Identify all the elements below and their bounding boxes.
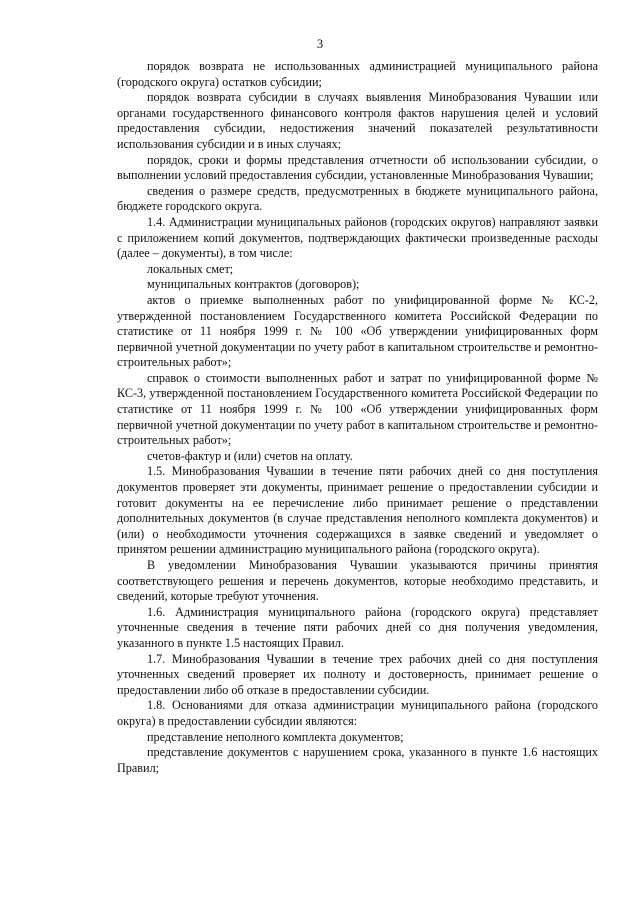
paragraph: локальных смет; [147, 261, 234, 276]
paragraph: порядок возврата субсидии в случаях выявления Минобразования Чувашии или органами государственного финансового контроля фактов нарушения целей и условий предоставления субсидии, недостижения значений показателей результативности использования субсидии и в иных случаях; [117, 90, 598, 151]
paragraph: 1.4. Администрации муниципальных районов (городских округов) направляют заявки с приложением копий документов, подтверждающих фактически произведенные расходы (далее – документы), в том числе: [117, 214, 598, 261]
paragraph: 1.7. Минобразования Чувашии в течение трех рабочих дней со дня поступления уточненных сведений проверяет их полноту и достоверность, принимает решение о предоставлении либо об отказе в предоставлении субсидии. [117, 651, 598, 697]
paragraph: справок о стоимости выполненных работ и затрат по унифицированной форме № КС-3, утвержденной постановлением Государственного комитета Российской Федерации по статистике от 11 ноября 1999 г. № 100 «Об утверждении унифицированных форм первичной учетной документации по учету работ в капитальном строительстве и ремонтно-строительных работ»; [117, 370, 598, 448]
paragraph: сведения о размере средств, предусмотренных в бюджете муниципального района, бюджете городского округа. [117, 183, 598, 214]
paragraph: актов о приемке выполненных работ по унифицированной форме № КС-2, утвержденной постановлением Государственного комитета Российской Федерации по статистике от 11 ноября 1999 г. № 100 «Об утверждении унифицированных форм первичной учетной документации по учету работ в капитальном строительстве и ремонтно-строительных работ»; [117, 292, 598, 370]
paragraph: 1.5. Минобразования Чувашии в течение пяти рабочих дней со дня поступления документов проверяет эти документы, принимает решение о предоставлении субсидии и готовит документы на ее перечисление либо принимает решение о представлении дополнительных документов (в случае представления неполного комплекта документов) и (или) о необходимости уточнения содержащихся в заявке сведений и уведомляет о принятом решении администрацию муниципального района (городского округа). [117, 464, 598, 557]
paragraph: счетов-фактур и (или) счетов на оплату. [147, 448, 353, 463]
document-body [117, 59, 598, 776]
paragraph: порядок возврата не использованных администрацией муниципального района (городского округа) остатков субсидии; [117, 59, 598, 89]
page-number: 3 [316, 37, 324, 51]
paragraph: представление документов с нарушением срока, указанного в пункте 1.6 настоящих Правил; [117, 745, 598, 775]
paragraph: В уведомлении Минобразования Чувашии указываются причины принятия соответствующего решения и перечень документов, которые необходимо представить, и сведений, которые требуют уточнения. [117, 558, 598, 604]
paragraph: 1.8. Основаниями для отказа администрации муниципального района (городского округа) в предоставлении субсидии являются: [117, 698, 598, 728]
paragraph: 1.6. Администрация муниципального района (городского округа) представляет уточненные сведения в течение пяти рабочих дней со дня получения уведомления, указанного в пункте 1.5 настоящих Правил. [117, 604, 598, 650]
paragraph: муниципальных контрактов (договоров); [147, 277, 360, 292]
paragraph: представление неполного комплекта документов; [147, 729, 404, 744]
paragraph: порядок, сроки и формы представления отчетности об использовании субсидии, о выполнении условий предоставления субсидии, установленные Минобразования Чувашии; [117, 152, 598, 183]
